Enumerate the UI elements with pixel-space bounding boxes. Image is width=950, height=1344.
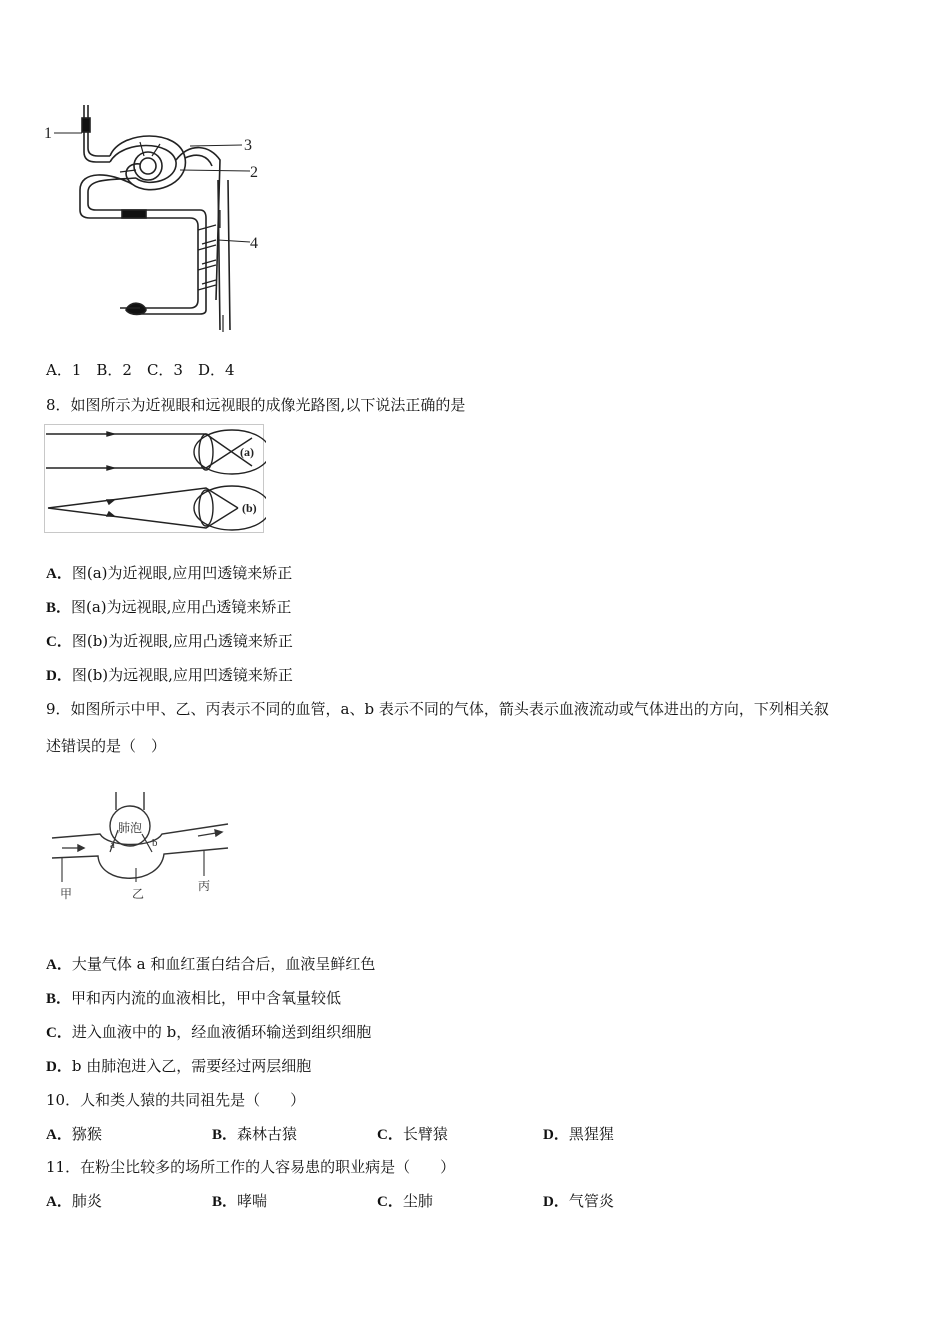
q9-stem-text-2: 述错误的是（ ） bbox=[46, 737, 167, 755]
q9-stem-line1 bbox=[46, 699, 829, 719]
option-letter: A． bbox=[46, 957, 72, 973]
q8-stem-text: 8．如图所示为近视眼和远视眼的成像光路图,以下说法正确的是 bbox=[46, 396, 466, 414]
q10-option-c bbox=[377, 1124, 448, 1145]
alveolus-figure bbox=[48, 790, 233, 905]
option-text: 肺炎 bbox=[71, 1192, 102, 1210]
option-text: 图(b)为近视眼,应用凸透镜来矫正 bbox=[71, 632, 293, 650]
q10-stem-text: 10．人和类人猿的共同祖先是（ ） bbox=[46, 1091, 306, 1109]
option-text: 长臂猿 bbox=[402, 1125, 448, 1143]
option-letter: A． bbox=[46, 1194, 72, 1210]
label-yi: 乙 bbox=[132, 887, 145, 901]
airway bbox=[116, 792, 144, 810]
q11-stem bbox=[46, 1157, 455, 1177]
eye-a-rays bbox=[46, 434, 252, 468]
q8-stem bbox=[46, 395, 465, 415]
nephron-block-2 bbox=[122, 210, 146, 218]
collecting-duct bbox=[218, 180, 230, 330]
q9-stem-text-1: 9．如图所示中甲、乙、丙表示不同的血管，a、b 表示不同的气体，箭头表示血液流动或气体进出的方向，下列相关叙 bbox=[46, 700, 829, 718]
q7-options bbox=[46, 360, 235, 380]
q8-option-d bbox=[46, 665, 293, 686]
q11-stem-text: 11．在粉尘比较多的场所工作的人容易患的职业病是（ ） bbox=[46, 1158, 456, 1176]
q10-option-a bbox=[46, 1124, 102, 1145]
pointer-lines bbox=[62, 850, 204, 882]
eye-optics-figure bbox=[44, 424, 266, 534]
q11-option-c bbox=[377, 1191, 433, 1212]
q9-option-b bbox=[46, 988, 341, 1009]
option-letter: C． bbox=[46, 1025, 72, 1041]
q11-option-a bbox=[46, 1191, 102, 1212]
option-letter: C． bbox=[377, 1127, 403, 1143]
option-letter: D． bbox=[543, 1127, 569, 1143]
option-letter: D． bbox=[46, 1059, 72, 1075]
option-letter: C． bbox=[377, 1194, 403, 1210]
nephron-drop bbox=[120, 303, 146, 314]
q11-option-d bbox=[543, 1191, 614, 1212]
q11-options bbox=[46, 1191, 906, 1211]
option-text: 甲和丙内流的血液相比，甲中含氧量较低 bbox=[71, 989, 342, 1007]
q9-option-c bbox=[46, 1022, 371, 1043]
q10-stem bbox=[46, 1090, 305, 1110]
nephron-label-3: 3 bbox=[244, 137, 252, 154]
q8-option-a bbox=[46, 563, 292, 584]
option-letter: D． bbox=[46, 668, 72, 684]
nephron-label-2: 2 bbox=[250, 164, 258, 181]
label-b: b bbox=[152, 837, 158, 849]
eye-label-b: (b) bbox=[242, 501, 257, 515]
option-letter: B． bbox=[46, 600, 72, 616]
option-letter: C． bbox=[46, 634, 72, 650]
option-letter: A． bbox=[46, 1127, 72, 1143]
option-text: 黑猩猩 bbox=[568, 1125, 614, 1143]
option-text: 图(a)为近视眼,应用凹透镜来矫正 bbox=[71, 564, 293, 582]
option-letter: D． bbox=[543, 1194, 569, 1210]
nephron-label-4: 4 bbox=[250, 235, 258, 252]
option-text: 尘肺 bbox=[402, 1192, 433, 1210]
nephron-label-1: 1 bbox=[44, 125, 52, 142]
option-text: 图(a)为远视眼,应用凸透镜来矫正 bbox=[71, 598, 292, 616]
glomerulus bbox=[134, 152, 162, 180]
option-text: 进入血液中的 b，经血液循环输送到组织细胞 bbox=[71, 1023, 372, 1041]
label-jia: 甲 bbox=[60, 887, 73, 901]
q8-option-c bbox=[46, 631, 293, 652]
q10-option-b bbox=[212, 1124, 297, 1145]
option-text: 哮喘 bbox=[237, 1192, 268, 1210]
nephron-block-1 bbox=[82, 118, 90, 132]
q9-option-d bbox=[46, 1056, 311, 1077]
option-text: 大量气体 a 和血红蛋白结合后，血液呈鲜红色 bbox=[71, 955, 376, 973]
option-text: 图(b)为远视眼,应用凹透镜来矫正 bbox=[71, 666, 293, 684]
label-alveolus: 肺泡 bbox=[118, 821, 143, 835]
q9-stem-line2 bbox=[46, 736, 166, 756]
q7-options-text: A．1 B．2 C．3 D．4 bbox=[46, 361, 235, 379]
nephron-figure bbox=[40, 100, 280, 335]
q10-option-d bbox=[543, 1124, 614, 1145]
option-letter: B． bbox=[46, 991, 72, 1007]
option-text: b 由肺泡进入乙，需要经过两层细胞 bbox=[71, 1057, 312, 1075]
option-text: 森林古猿 bbox=[237, 1125, 298, 1143]
proximal-tubule bbox=[80, 175, 198, 308]
eye-b-lens bbox=[199, 490, 213, 526]
q8-option-b bbox=[46, 597, 291, 618]
option-letter: B． bbox=[212, 1194, 238, 1210]
eye-b-rays bbox=[48, 488, 238, 528]
label-bing: 丙 bbox=[198, 879, 211, 893]
option-letter: B． bbox=[212, 1127, 238, 1143]
q10-options bbox=[46, 1124, 906, 1144]
figure-frame bbox=[45, 425, 264, 533]
q9-option-a bbox=[46, 954, 375, 975]
nephron-tube-top bbox=[84, 132, 110, 162]
option-text: 气管炎 bbox=[568, 1192, 614, 1210]
vessel-bottom-wall bbox=[52, 848, 228, 878]
label-a: a bbox=[110, 839, 115, 851]
option-text: 猕猴 bbox=[71, 1125, 102, 1143]
q11-option-b bbox=[212, 1191, 267, 1212]
option-letter: A． bbox=[46, 566, 72, 582]
eye-label-a: (a) bbox=[240, 445, 254, 459]
